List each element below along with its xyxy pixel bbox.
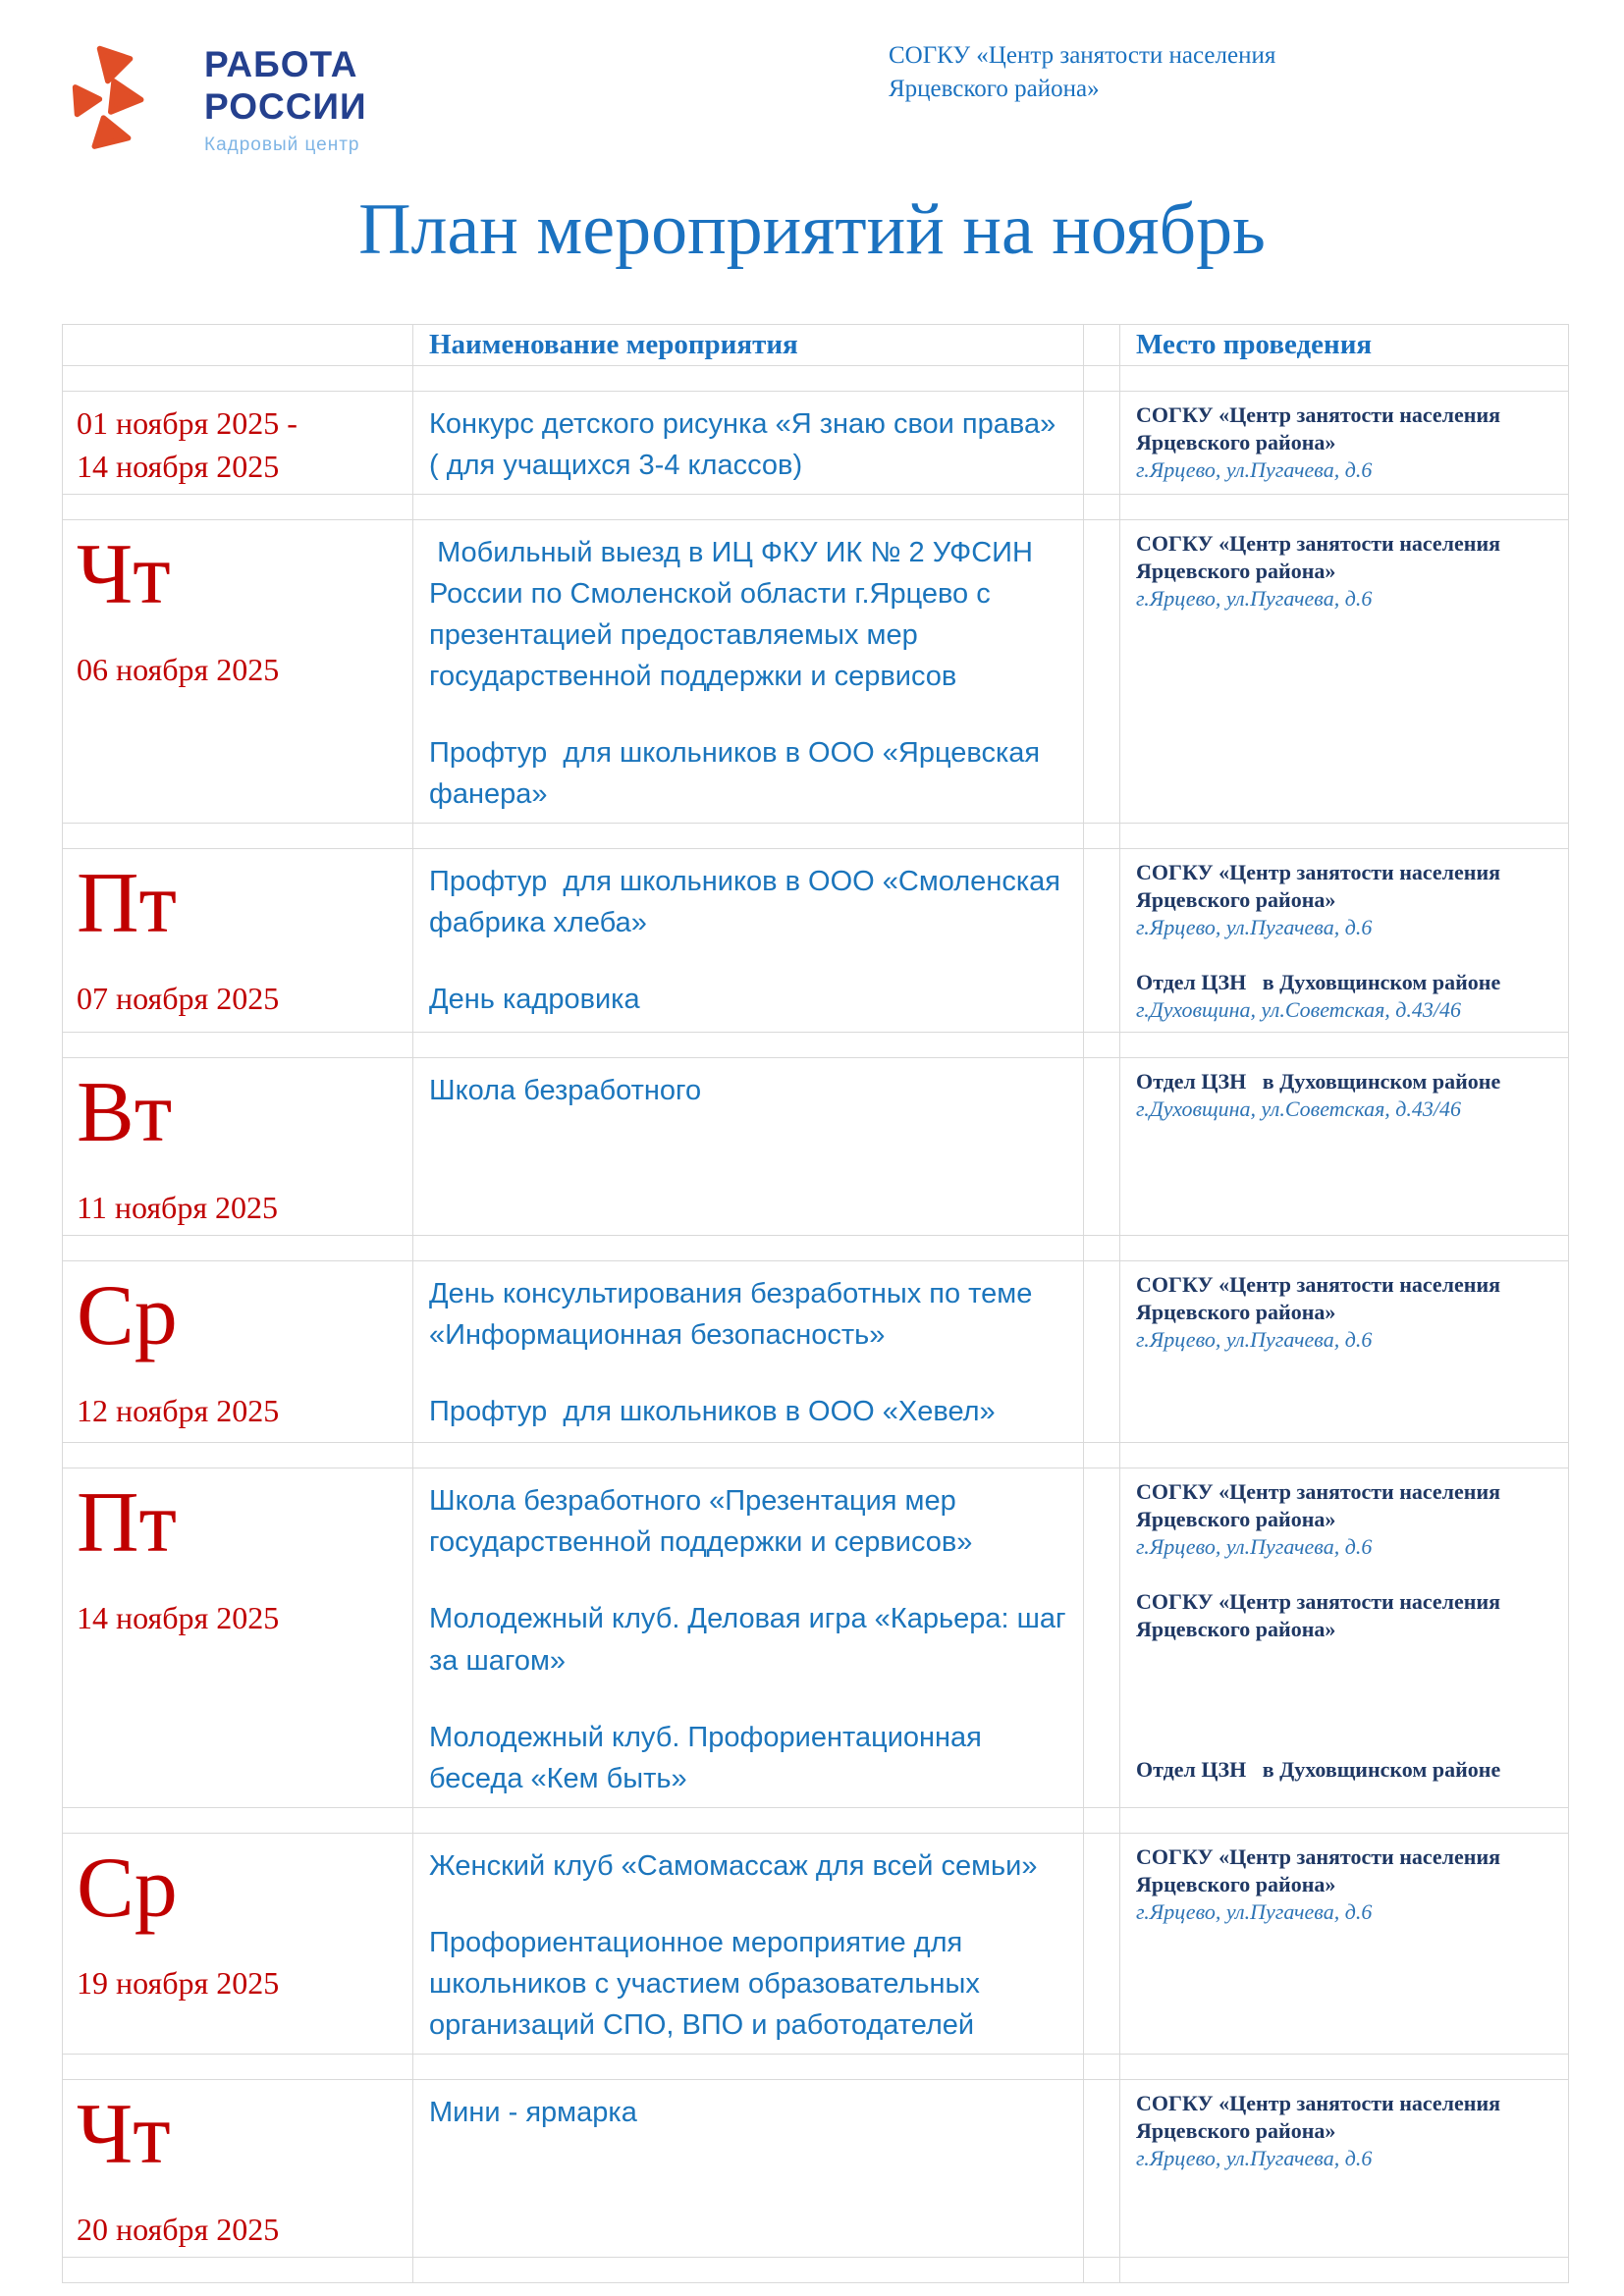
spacer-cell: [1084, 1443, 1120, 1468]
spacer-cell: [63, 2257, 413, 2282]
date-line: 19 ноября 2025: [77, 1964, 280, 2001]
spacer-cell: [1120, 1443, 1569, 1468]
day-abbr: Пт: [77, 856, 178, 952]
spacer-cell: [413, 1033, 1084, 1058]
header-cell-date: [63, 325, 413, 366]
date-cell: [63, 1261, 413, 1443]
spacer-cell: [1120, 366, 1569, 392]
spacer-cell: [413, 495, 1084, 520]
date-line: 06 ноября 2025: [77, 652, 280, 688]
date-cell: [63, 1833, 413, 2054]
spacer-row: [63, 824, 1569, 849]
place-block: [1136, 1756, 1544, 1784]
gap-cell: [1084, 1058, 1120, 1236]
date-cell: [63, 2079, 413, 2257]
table-row: [63, 1058, 1569, 1236]
place-name: СОГКУ «Центр занятости населения Ярцевского района»: [1136, 402, 1506, 454]
place-name: Отдел ЦЗН в Духовщинском районе: [1136, 1069, 1501, 1095]
place-cell: [1120, 1833, 1569, 2054]
spacer-cell: [1084, 366, 1120, 392]
spacer-cell: [1120, 2054, 1569, 2079]
place-cell: [1120, 849, 1569, 1033]
place-cell: [1120, 1468, 1569, 1807]
date-line: 12 ноября 2025: [77, 1393, 280, 1429]
page-title: План мероприятий на ноябрь: [358, 189, 1266, 270]
spacer-cell: [63, 824, 413, 849]
event-item: Школа безработного «Презентация мер государственной поддержки и сервисов»: [429, 1485, 973, 1559]
spacer-cell: [63, 2054, 413, 2079]
place-block: [1136, 2090, 1544, 2172]
event-cell: [413, 1833, 1084, 2054]
place-address: г.Ярцево, ул.Пугачева, д.6: [1136, 1327, 1373, 1353]
spacer-cell: [1120, 1236, 1569, 1261]
place-address: г.Ярцево, ул.Пугачева, д.6: [1136, 1898, 1373, 1924]
place-address: г.Ярцево, ул.Пугачева, д.6: [1136, 586, 1373, 612]
logo-text: [204, 43, 367, 156]
event-cell: [413, 392, 1084, 495]
place-name: СОГКУ «Центр занятости населения Ярцевского района»: [1136, 860, 1506, 913]
event-item: Женский клуб «Самомассаж для всей семьи»: [429, 1849, 1038, 1882]
place-name: СОГКУ «Центр занятости населения Ярцевского района»: [1136, 1272, 1506, 1325]
logo: [71, 35, 367, 161]
place-block: [1136, 1843, 1544, 1926]
logo-title-line1: РАБОТА: [204, 44, 358, 84]
event-item: Молодежный клуб. Профориентационная беседа «Кем быть»: [429, 1721, 990, 1794]
event-item: Школа безработного: [429, 1075, 702, 1107]
place-block: [1136, 1068, 1544, 1123]
logo-mark-icon: [71, 35, 161, 161]
event-item: Профтур для школьников в ООО «Смоленская фабрика хлеба»: [429, 866, 1069, 939]
spacer-cell: [413, 2054, 1084, 2079]
place-block: [1136, 401, 1544, 484]
spacer-row: [63, 1033, 1569, 1058]
date-cell: [63, 1058, 413, 1236]
spacer-cell: [413, 1807, 1084, 1833]
spacer-row: [63, 2257, 1569, 2282]
place-cell: [1120, 1261, 1569, 1443]
place-block: [1136, 1588, 1544, 1643]
date-line: 11 ноября 2025: [77, 1190, 279, 1226]
place-address: г.Ярцево, ул.Пугачева, д.6: [1136, 915, 1373, 940]
table-row: [63, 849, 1569, 1033]
day-abbr: Чт: [77, 2086, 171, 2182]
date-cell: [63, 849, 413, 1033]
place-name: СОГКУ «Центр занятости населения Ярцевского района»: [1136, 1843, 1506, 1896]
spacer-cell: [63, 495, 413, 520]
spacer-cell: [1120, 824, 1569, 849]
day-abbr: Чт: [77, 527, 171, 623]
place-address: г.Ярцево, ул.Пугачева, д.6: [1136, 1534, 1373, 1560]
spacer-cell: [413, 824, 1084, 849]
spacer-cell: [413, 1443, 1084, 1468]
gap-cell: [1084, 520, 1120, 824]
place-cell: [1120, 2079, 1569, 2257]
event-item: Профтур для школьников в ООО «Хевел»: [429, 1396, 996, 1428]
gap-cell: [1084, 849, 1120, 1033]
gap-cell: [1084, 1468, 1120, 1807]
spacer-row: [63, 366, 1569, 392]
logo-title-line2: РОССИИ: [204, 86, 367, 127]
day-abbr: Пт: [77, 1475, 178, 1572]
place-block: [1136, 859, 1544, 941]
table-row: [63, 392, 1569, 495]
day-abbr: Ср: [77, 1840, 178, 1936]
table-row: [63, 1833, 1569, 2054]
spacer-row: [63, 1807, 1569, 1833]
date-cell: [63, 392, 413, 495]
header-cell-place: Место проведения: [1120, 325, 1569, 366]
place-name: СОГКУ «Центр занятости населения Ярцевского района»: [1136, 1479, 1506, 1532]
date-line: 01 ноября 2025 -: [77, 405, 298, 441]
event-cell: [413, 2079, 1084, 2257]
spacer-cell: [1120, 1807, 1569, 1833]
place-name: Отдел ЦЗН в Духовщинском районе: [1136, 1757, 1501, 1783]
place-name: СОГКУ «Центр занятости населения Ярцевского района»: [1136, 2090, 1506, 2143]
spacer-row: [63, 1236, 1569, 1261]
place-address: г.Духовщина, ул.Советская, д.43/46: [1136, 997, 1462, 1023]
event-cell: [413, 1261, 1084, 1443]
spacer-cell: [1084, 824, 1120, 849]
header-cell-event: Наименование мероприятия: [413, 325, 1084, 366]
gap-cell: [1084, 325, 1120, 366]
spacer-row: [63, 1443, 1569, 1468]
spacer-cell: [413, 1236, 1084, 1261]
spacer-cell: [1084, 1236, 1120, 1261]
table-row: [63, 520, 1569, 824]
spacer-cell: [1084, 1033, 1120, 1058]
date-line: 14 ноября 2025: [77, 449, 280, 484]
spacer-cell: [413, 2257, 1084, 2282]
org-name: [889, 39, 1275, 106]
event-item: Профтур для школьников в ООО «Ярцевская фанера»: [429, 737, 1049, 811]
event-cell: [413, 520, 1084, 824]
day-abbr: Вт: [77, 1065, 173, 1161]
place-name: Отдел ЦЗН в Духовщинском районе: [1136, 970, 1501, 995]
spacer-cell: [63, 1236, 413, 1261]
org-name-line1: СОГКУ «Центр занятости населения: [889, 42, 1276, 69]
event-item: Конкурс детского рисунка «Я знаю свои права» ( для учащихся 3-4 классов): [429, 408, 1064, 482]
table-row: [63, 1468, 1569, 1807]
events-table: [62, 324, 1569, 2283]
spacer-cell: [1120, 1033, 1569, 1058]
org-name-line2: Ярцевского района»: [889, 76, 1100, 102]
place-block: [1136, 1271, 1544, 1354]
event-cell: [413, 1468, 1084, 1807]
place-block: [1136, 1478, 1544, 1561]
place-block: [1136, 530, 1544, 613]
gap-cell: [1084, 2079, 1120, 2257]
day-abbr: Ср: [77, 1268, 178, 1364]
table-row: [63, 1261, 1569, 1443]
spacer-cell: [63, 1807, 413, 1833]
gap-cell: [1084, 1833, 1120, 2054]
place-name: СОГКУ «Центр занятости населения Ярцевского района»: [1136, 531, 1506, 584]
place-block: [1136, 969, 1544, 1024]
date-line: 20 ноября 2025: [77, 2211, 280, 2247]
event-item: Мини - ярмарка: [429, 2096, 637, 2128]
place-address: г.Ярцево, ул.Пугачева, д.6: [1136, 457, 1373, 482]
spacer-cell: [413, 366, 1084, 392]
place-cell: [1120, 392, 1569, 495]
header-row: [63, 325, 1569, 366]
event-cell: [413, 849, 1084, 1033]
gap-cell: [1084, 392, 1120, 495]
spacer-cell: [63, 366, 413, 392]
date-cell: [63, 1468, 413, 1807]
event-item: Молодежный клуб. Деловая игра «Карьера: шаг за шагом»: [429, 1603, 1074, 1677]
spacer-cell: [1120, 2257, 1569, 2282]
date-line: 14 ноября 2025: [77, 1600, 280, 1636]
place-name: СОГКУ «Центр занятости населения Ярцевского района»: [1136, 1589, 1506, 1642]
spacer-cell: [1084, 2257, 1120, 2282]
event-item: День консультирования безработных по теме «Информационная безопасность»: [429, 1278, 1041, 1352]
spacer-row: [63, 495, 1569, 520]
spacer-cell: [63, 1443, 413, 1468]
date-cell: [63, 520, 413, 824]
spacer-cell: [1084, 495, 1120, 520]
table-row: [63, 2079, 1569, 2257]
event-item: Профориентационное мероприятие для школьников с участием образовательных организаций СПО, ВПО и работодателей: [429, 1926, 988, 2041]
place-address: г.Духовщина, ул.Советская, д.43/46: [1136, 1096, 1462, 1122]
place-cell: [1120, 520, 1569, 824]
spacer-row: [63, 2054, 1569, 2079]
place-cell: [1120, 1058, 1569, 1236]
event-item: Мобильный выезд в ИЦ ФКУ ИК № 2 УФСИН России по Смоленской области г.Ярцево с презентацией предоставляемых мер государственной поддержки и сервисов: [429, 537, 1042, 693]
spacer-cell: [1120, 495, 1569, 520]
event-cell: [413, 1058, 1084, 1236]
gap-cell: [1084, 1261, 1120, 1443]
place-address: г.Ярцево, ул.Пугачева, д.6: [1136, 2145, 1373, 2170]
event-item: День кадровика: [429, 984, 640, 1016]
spacer-cell: [63, 1033, 413, 1058]
date-line: 07 ноября 2025: [77, 981, 280, 1017]
spacer-cell: [1084, 2054, 1120, 2079]
spacer-cell: [1084, 1807, 1120, 1833]
logo-subtitle: Кадровый центр: [204, 134, 360, 155]
